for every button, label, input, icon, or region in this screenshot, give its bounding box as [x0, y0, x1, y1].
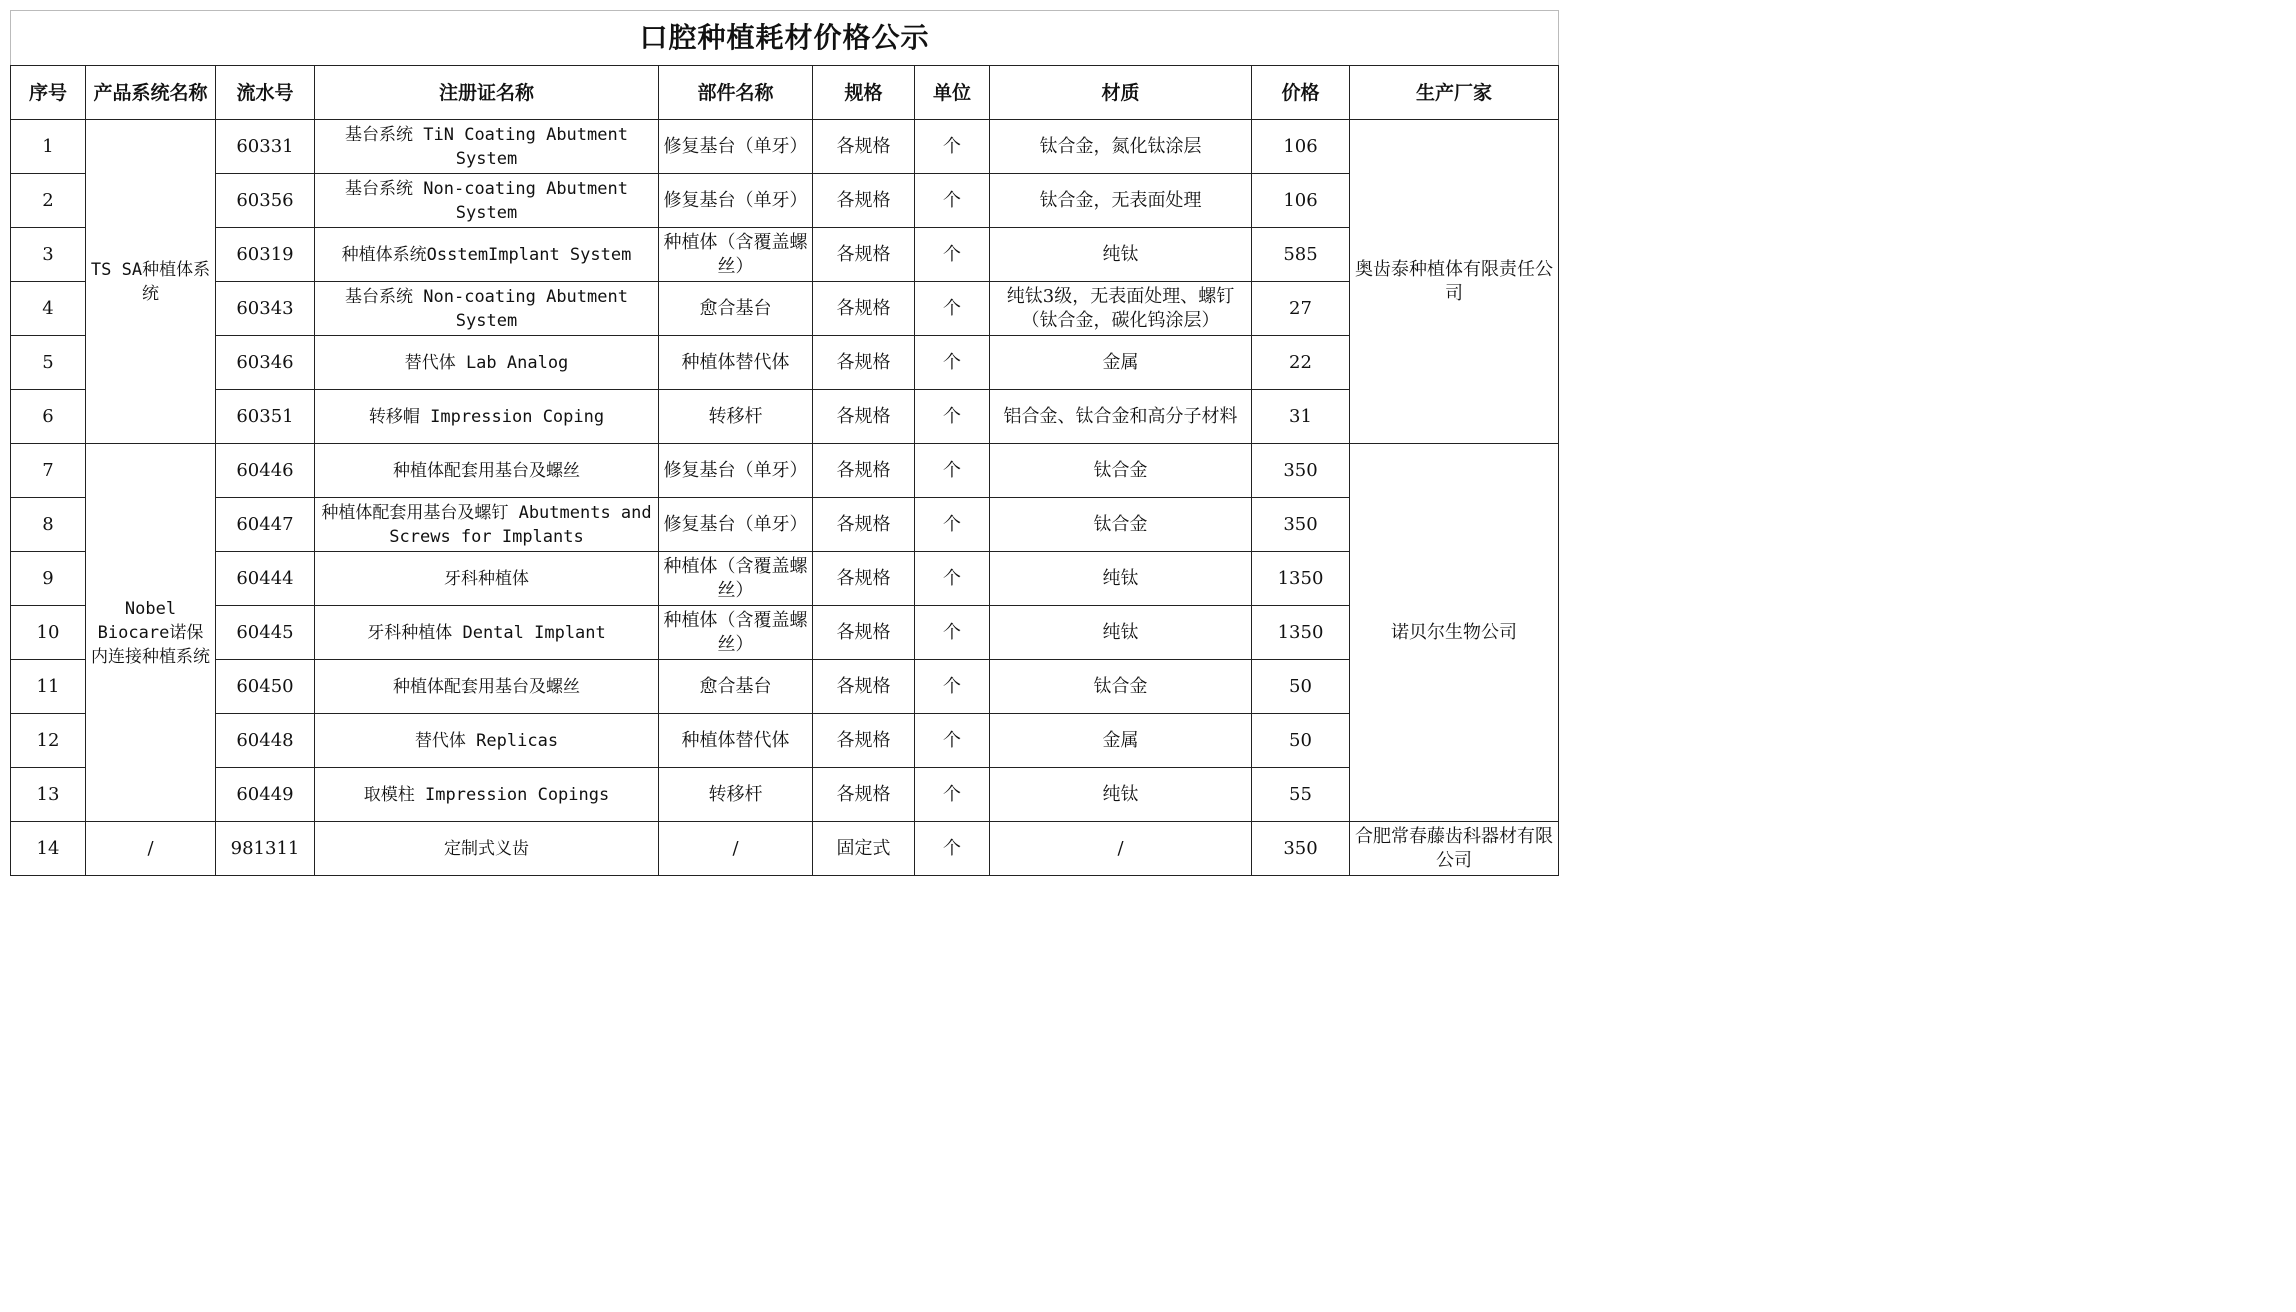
cell-material: 纯钛	[990, 768, 1252, 822]
cell-price: 350	[1252, 498, 1350, 552]
cell-price: 585	[1252, 228, 1350, 282]
cell-material: 纯钛3级，无表面处理、螺钉（钛合金，碳化钨涂层）	[990, 282, 1252, 336]
cell-reg-name: 种植体系统OsstemImplant System	[315, 228, 659, 282]
cell-material: 铝合金、钛合金和高分子材料	[990, 390, 1252, 444]
cell-serial: 60346	[216, 336, 315, 390]
cell-part: 种植体替代体	[659, 714, 813, 768]
cell-serial: 60449	[216, 768, 315, 822]
cell-price: 27	[1252, 282, 1350, 336]
header-row	[11, 66, 1559, 120]
cell-spec: 固定式	[813, 822, 915, 876]
cell-seq: 12	[11, 714, 86, 768]
cell-material: 纯钛	[990, 552, 1252, 606]
cell-part: 种植体（含覆盖螺丝）	[659, 606, 813, 660]
cell-system: /	[86, 822, 216, 876]
cell-unit: 个	[915, 606, 990, 660]
cell-unit: 个	[915, 714, 990, 768]
cell-system: Nobel Biocare诺保内连接种植系统	[86, 444, 216, 822]
cell-serial: 981311	[216, 822, 315, 876]
table-row	[11, 714, 1559, 768]
cell-reg-name: 牙科种植体	[315, 552, 659, 606]
cell-part: 种植体（含覆盖螺丝）	[659, 552, 813, 606]
cell-maker: 奥齿泰种植体有限责任公司	[1350, 120, 1559, 444]
cell-reg-name: 替代体 Lab Analog	[315, 336, 659, 390]
header-price: 价格	[1252, 66, 1350, 120]
cell-reg-name: 定制式义齿	[315, 822, 659, 876]
cell-reg-name: 种植体配套用基台及螺丝	[315, 444, 659, 498]
cell-spec: 各规格	[813, 606, 915, 660]
cell-price: 1350	[1252, 606, 1350, 660]
cell-spec: 各规格	[813, 228, 915, 282]
cell-unit: 个	[915, 174, 990, 228]
cell-system: TS SA种植体系统	[86, 120, 216, 444]
cell-part: 转移杆	[659, 390, 813, 444]
table-row	[11, 552, 1559, 606]
cell-seq: 6	[11, 390, 86, 444]
table-row	[11, 498, 1559, 552]
cell-serial: 60447	[216, 498, 315, 552]
header-system: 产品系统名称	[86, 66, 216, 120]
table-row	[11, 606, 1559, 660]
cell-material: 钛合金	[990, 498, 1252, 552]
table-row	[11, 390, 1559, 444]
cell-price: 50	[1252, 714, 1350, 768]
cell-seq: 10	[11, 606, 86, 660]
cell-part: 修复基台（单牙）	[659, 120, 813, 174]
cell-part: /	[659, 822, 813, 876]
title-row	[11, 11, 1559, 66]
cell-serial: 60444	[216, 552, 315, 606]
table-row	[11, 282, 1559, 336]
cell-seq: 1	[11, 120, 86, 174]
cell-spec: 各规格	[813, 390, 915, 444]
cell-spec: 各规格	[813, 498, 915, 552]
cell-seq: 8	[11, 498, 86, 552]
cell-serial: 60351	[216, 390, 315, 444]
cell-spec: 各规格	[813, 120, 915, 174]
cell-serial: 60448	[216, 714, 315, 768]
header-part: 部件名称	[659, 66, 813, 120]
cell-seq: 4	[11, 282, 86, 336]
cell-seq: 14	[11, 822, 86, 876]
cell-serial: 60450	[216, 660, 315, 714]
cell-serial: 60331	[216, 120, 315, 174]
cell-reg-name: 替代体 Replicas	[315, 714, 659, 768]
cell-unit: 个	[915, 444, 990, 498]
price-table-sheet	[10, 10, 1558, 876]
cell-serial: 60343	[216, 282, 315, 336]
cell-part: 修复基台（单牙）	[659, 174, 813, 228]
cell-unit: 个	[915, 498, 990, 552]
cell-reg-name: 转移帽 Impression Coping	[315, 390, 659, 444]
header-spec: 规格	[813, 66, 915, 120]
cell-material: 纯钛	[990, 606, 1252, 660]
page-title: 口腔种植耗材价格公示	[11, 11, 1559, 66]
header-maker: 生产厂家	[1350, 66, 1559, 120]
cell-unit: 个	[915, 660, 990, 714]
cell-price: 106	[1252, 120, 1350, 174]
cell-price: 31	[1252, 390, 1350, 444]
cell-price: 106	[1252, 174, 1350, 228]
cell-part: 愈合基台	[659, 282, 813, 336]
cell-part: 种植体（含覆盖螺丝）	[659, 228, 813, 282]
cell-spec: 各规格	[813, 768, 915, 822]
cell-unit: 个	[915, 552, 990, 606]
cell-spec: 各规格	[813, 552, 915, 606]
cell-reg-name: 牙科种植体 Dental Implant	[315, 606, 659, 660]
cell-part: 修复基台（单牙）	[659, 498, 813, 552]
cell-part: 愈合基台	[659, 660, 813, 714]
cell-price: 50	[1252, 660, 1350, 714]
table-row	[11, 660, 1559, 714]
header-serial: 流水号	[216, 66, 315, 120]
cell-material: 钛合金，氮化钛涂层	[990, 120, 1252, 174]
header-reg-name: 注册证名称	[315, 66, 659, 120]
cell-seq: 7	[11, 444, 86, 498]
cell-spec: 各规格	[813, 282, 915, 336]
cell-unit: 个	[915, 282, 990, 336]
cell-serial: 60445	[216, 606, 315, 660]
cell-price: 55	[1252, 768, 1350, 822]
cell-serial: 60446	[216, 444, 315, 498]
cell-part: 种植体替代体	[659, 336, 813, 390]
cell-reg-name: 基台系统 Non-coating Abutment System	[315, 282, 659, 336]
cell-spec: 各规格	[813, 336, 915, 390]
cell-unit: 个	[915, 228, 990, 282]
table-row	[11, 768, 1559, 822]
cell-spec: 各规格	[813, 174, 915, 228]
cell-reg-name: 取模柱 Impression Copings	[315, 768, 659, 822]
cell-serial: 60319	[216, 228, 315, 282]
table-row	[11, 444, 1559, 498]
cell-unit: 个	[915, 822, 990, 876]
cell-spec: 各规格	[813, 660, 915, 714]
cell-price: 350	[1252, 822, 1350, 876]
cell-material: 钛合金	[990, 444, 1252, 498]
cell-maker: 诺贝尔生物公司	[1350, 444, 1559, 822]
cell-unit: 个	[915, 120, 990, 174]
cell-material: 金属	[990, 336, 1252, 390]
cell-serial: 60356	[216, 174, 315, 228]
cell-reg-name: 种植体配套用基台及螺钉 Abutments and Screws for Implants	[315, 498, 659, 552]
price-table	[10, 10, 1559, 876]
cell-unit: 个	[915, 336, 990, 390]
cell-price: 1350	[1252, 552, 1350, 606]
cell-seq: 13	[11, 768, 86, 822]
table-row	[11, 228, 1559, 282]
cell-part: 转移杆	[659, 768, 813, 822]
cell-seq: 2	[11, 174, 86, 228]
table-row	[11, 120, 1559, 174]
cell-reg-name: 基台系统 Non-coating Abutment System	[315, 174, 659, 228]
cell-unit: 个	[915, 768, 990, 822]
cell-price: 350	[1252, 444, 1350, 498]
cell-material: 钛合金，无表面处理	[990, 174, 1252, 228]
cell-part: 修复基台（单牙）	[659, 444, 813, 498]
table-row	[11, 336, 1559, 390]
cell-spec: 各规格	[813, 444, 915, 498]
header-seq: 序号	[11, 66, 86, 120]
header-material: 材质	[990, 66, 1252, 120]
cell-seq: 9	[11, 552, 86, 606]
header-unit: 单位	[915, 66, 990, 120]
table-row	[11, 822, 1559, 876]
cell-seq: 5	[11, 336, 86, 390]
cell-material: 钛合金	[990, 660, 1252, 714]
cell-maker: 合肥常春藤齿科器材有限公司	[1350, 822, 1559, 876]
table-row	[11, 174, 1559, 228]
cell-spec: 各规格	[813, 714, 915, 768]
cell-reg-name: 种植体配套用基台及螺丝	[315, 660, 659, 714]
cell-material: 金属	[990, 714, 1252, 768]
cell-seq: 11	[11, 660, 86, 714]
cell-material: 纯钛	[990, 228, 1252, 282]
cell-reg-name: 基台系统 TiN Coating Abutment System	[315, 120, 659, 174]
cell-unit: 个	[915, 390, 990, 444]
cell-price: 22	[1252, 336, 1350, 390]
cell-material: /	[990, 822, 1252, 876]
cell-seq: 3	[11, 228, 86, 282]
